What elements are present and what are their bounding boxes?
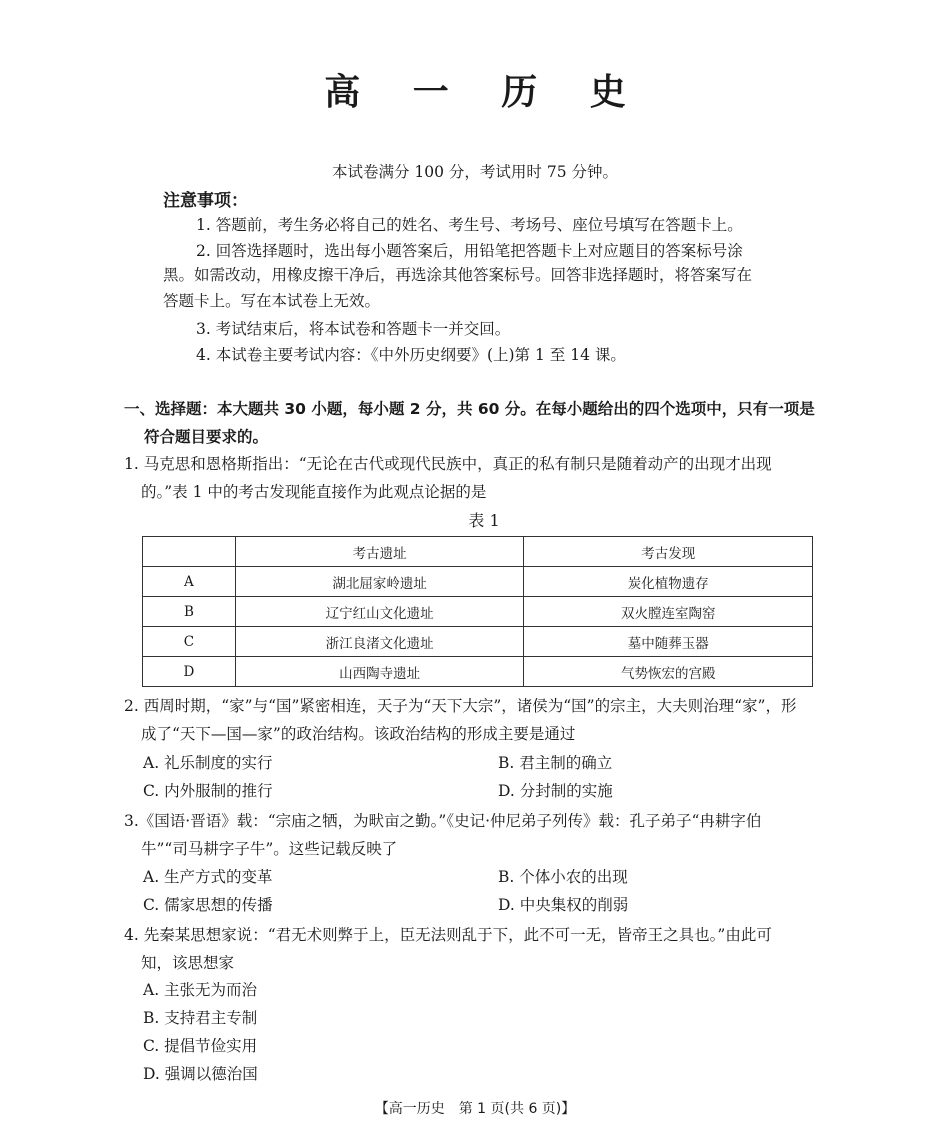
- question-4-line-1: 4. 先秦某思想家说：“君无术则弊于上，臣无法则乱于下，此不可一无，皆帝王之具也。”由此可: [124, 926, 772, 944]
- table-cell: 炭化植物遗存: [524, 567, 813, 597]
- question-3-line-2: 牛”“司马耕字子牛”。这些记载反映了: [141, 840, 398, 858]
- table-cell: B: [143, 597, 236, 627]
- table-cell: D: [143, 657, 236, 687]
- table-cell: 辽宁红山文化遗址: [235, 597, 524, 627]
- page-footer: 【高一历史 第 1 页(共 6 页)】: [374, 1101, 576, 1117]
- table-1: [142, 536, 813, 687]
- table-cell: 湖北屈家岭遗址: [235, 567, 524, 597]
- question-2-option-b: B. 君主制的确立: [498, 754, 613, 772]
- question-2: [124, 692, 829, 748]
- question-2-line-2: 成了“天下—国—家”的政治结构。该政治结构的形成主要是通过: [141, 725, 576, 743]
- question-3-line-1: 3.《国语·晋语》载：“宗庙之牺，为畎亩之勤。”《史记·仲尼弟子列传》载：孔子弟子“冉耕字伯: [124, 812, 762, 830]
- exam-intro: 本试卷满分 100 分，考试用时 75 分钟。: [331, 163, 619, 181]
- section-heading-line-2: 符合题目要求的。: [144, 428, 269, 446]
- table-row: [143, 627, 813, 657]
- table-header-cell: 考古遗址: [235, 537, 524, 567]
- table-cell: C: [143, 627, 236, 657]
- question-4-option-b: B. 支持君主专制: [143, 1009, 258, 1027]
- table-row: [143, 657, 813, 687]
- table-1-caption: 表 1: [468, 511, 500, 530]
- question-1-line-2: 的。”表 1 中的考古发现能直接作为此观点论据的是: [141, 483, 487, 501]
- section-heading: [124, 395, 834, 451]
- exam-title: 高 一 历 史: [324, 72, 646, 113]
- question-4-option-c: C. 提倡节俭实用: [143, 1037, 258, 1055]
- question-1-line-1: 1. 马克思和恩格斯指出：“无论在古代或现代民族中，真正的私有制只是随着动产的出现才出现: [124, 455, 772, 473]
- question-2-option-c: C. 内外服制的推行: [143, 782, 273, 800]
- table-row: [143, 597, 813, 627]
- question-4: [124, 921, 829, 977]
- notice-item-4: 4. 本试卷主要考试内容：《中外历史纲要》(上)第 1 至 14 课。: [196, 346, 626, 364]
- notice-item-3: 3. 考试结束后，将本试卷和答题卡一并交回。: [196, 320, 511, 338]
- notice-heading: 注意事项：: [163, 191, 248, 211]
- question-2-option-a: A. 礼乐制度的实行: [143, 754, 273, 772]
- table-cell: 气势恢宏的宫殿: [524, 657, 813, 687]
- question-4-option-d: D. 强调以德治国: [143, 1065, 258, 1083]
- question-4-option-a: A. 主张无为而治: [143, 981, 258, 999]
- table-cell: 山西陶寺遗址: [235, 657, 524, 687]
- question-3-option-a: A. 生产方式的变革: [143, 868, 273, 886]
- question-4-line-2: 知，该思想家: [141, 954, 235, 972]
- question-3-option-c: C. 儒家思想的传播: [143, 896, 273, 914]
- question-2-option-d: D. 分封制的实施: [498, 782, 613, 800]
- question-3-option-b: B. 个体小农的出现: [498, 868, 628, 886]
- section-heading-line-1: 一、选择题：本大题共 30 小题，每小题 2 分，共 60 分。在每小题给出的四个选项中，只有一项是: [124, 400, 815, 418]
- notice-item-2-line-1: 2. 回答选择题时，选出每小题答案后，用铅笔把答题卡上对应题目的答案标号涂: [196, 242, 743, 260]
- table-cell: A: [143, 567, 236, 597]
- table-cell: 墓中随葬玉器: [524, 627, 813, 657]
- notice-item-2-line-2: 黑。如需改动，用橡皮擦干净后，再选涂其他答案标号。回答非选择题时，将答案写在: [163, 266, 753, 284]
- table-header-cell: [143, 537, 236, 567]
- table-header-cell: 考古发现: [524, 537, 813, 567]
- notice-item-2-line-3: 答题卡上。写在本试卷上无效。: [163, 292, 381, 310]
- table-cell: 浙江良渚文化遗址: [235, 627, 524, 657]
- table-row: [143, 567, 813, 597]
- table-cell: 双火膛连室陶窑: [524, 597, 813, 627]
- table-header-row: [143, 537, 813, 567]
- question-3-option-d: D. 中央集权的削弱: [498, 896, 629, 914]
- notice-item-1: 1. 答题前，考生务必将自己的姓名、考生号、考场号、座位号填写在答题卡上。: [196, 216, 743, 234]
- question-3: [124, 807, 829, 863]
- question-2-line-1: 2. 西周时期，“家”与“国”紧密相连，天子为“天下大宗”，诸侯为“国”的宗主，大夫则治理“家”，形: [124, 697, 797, 715]
- question-1: [124, 450, 829, 506]
